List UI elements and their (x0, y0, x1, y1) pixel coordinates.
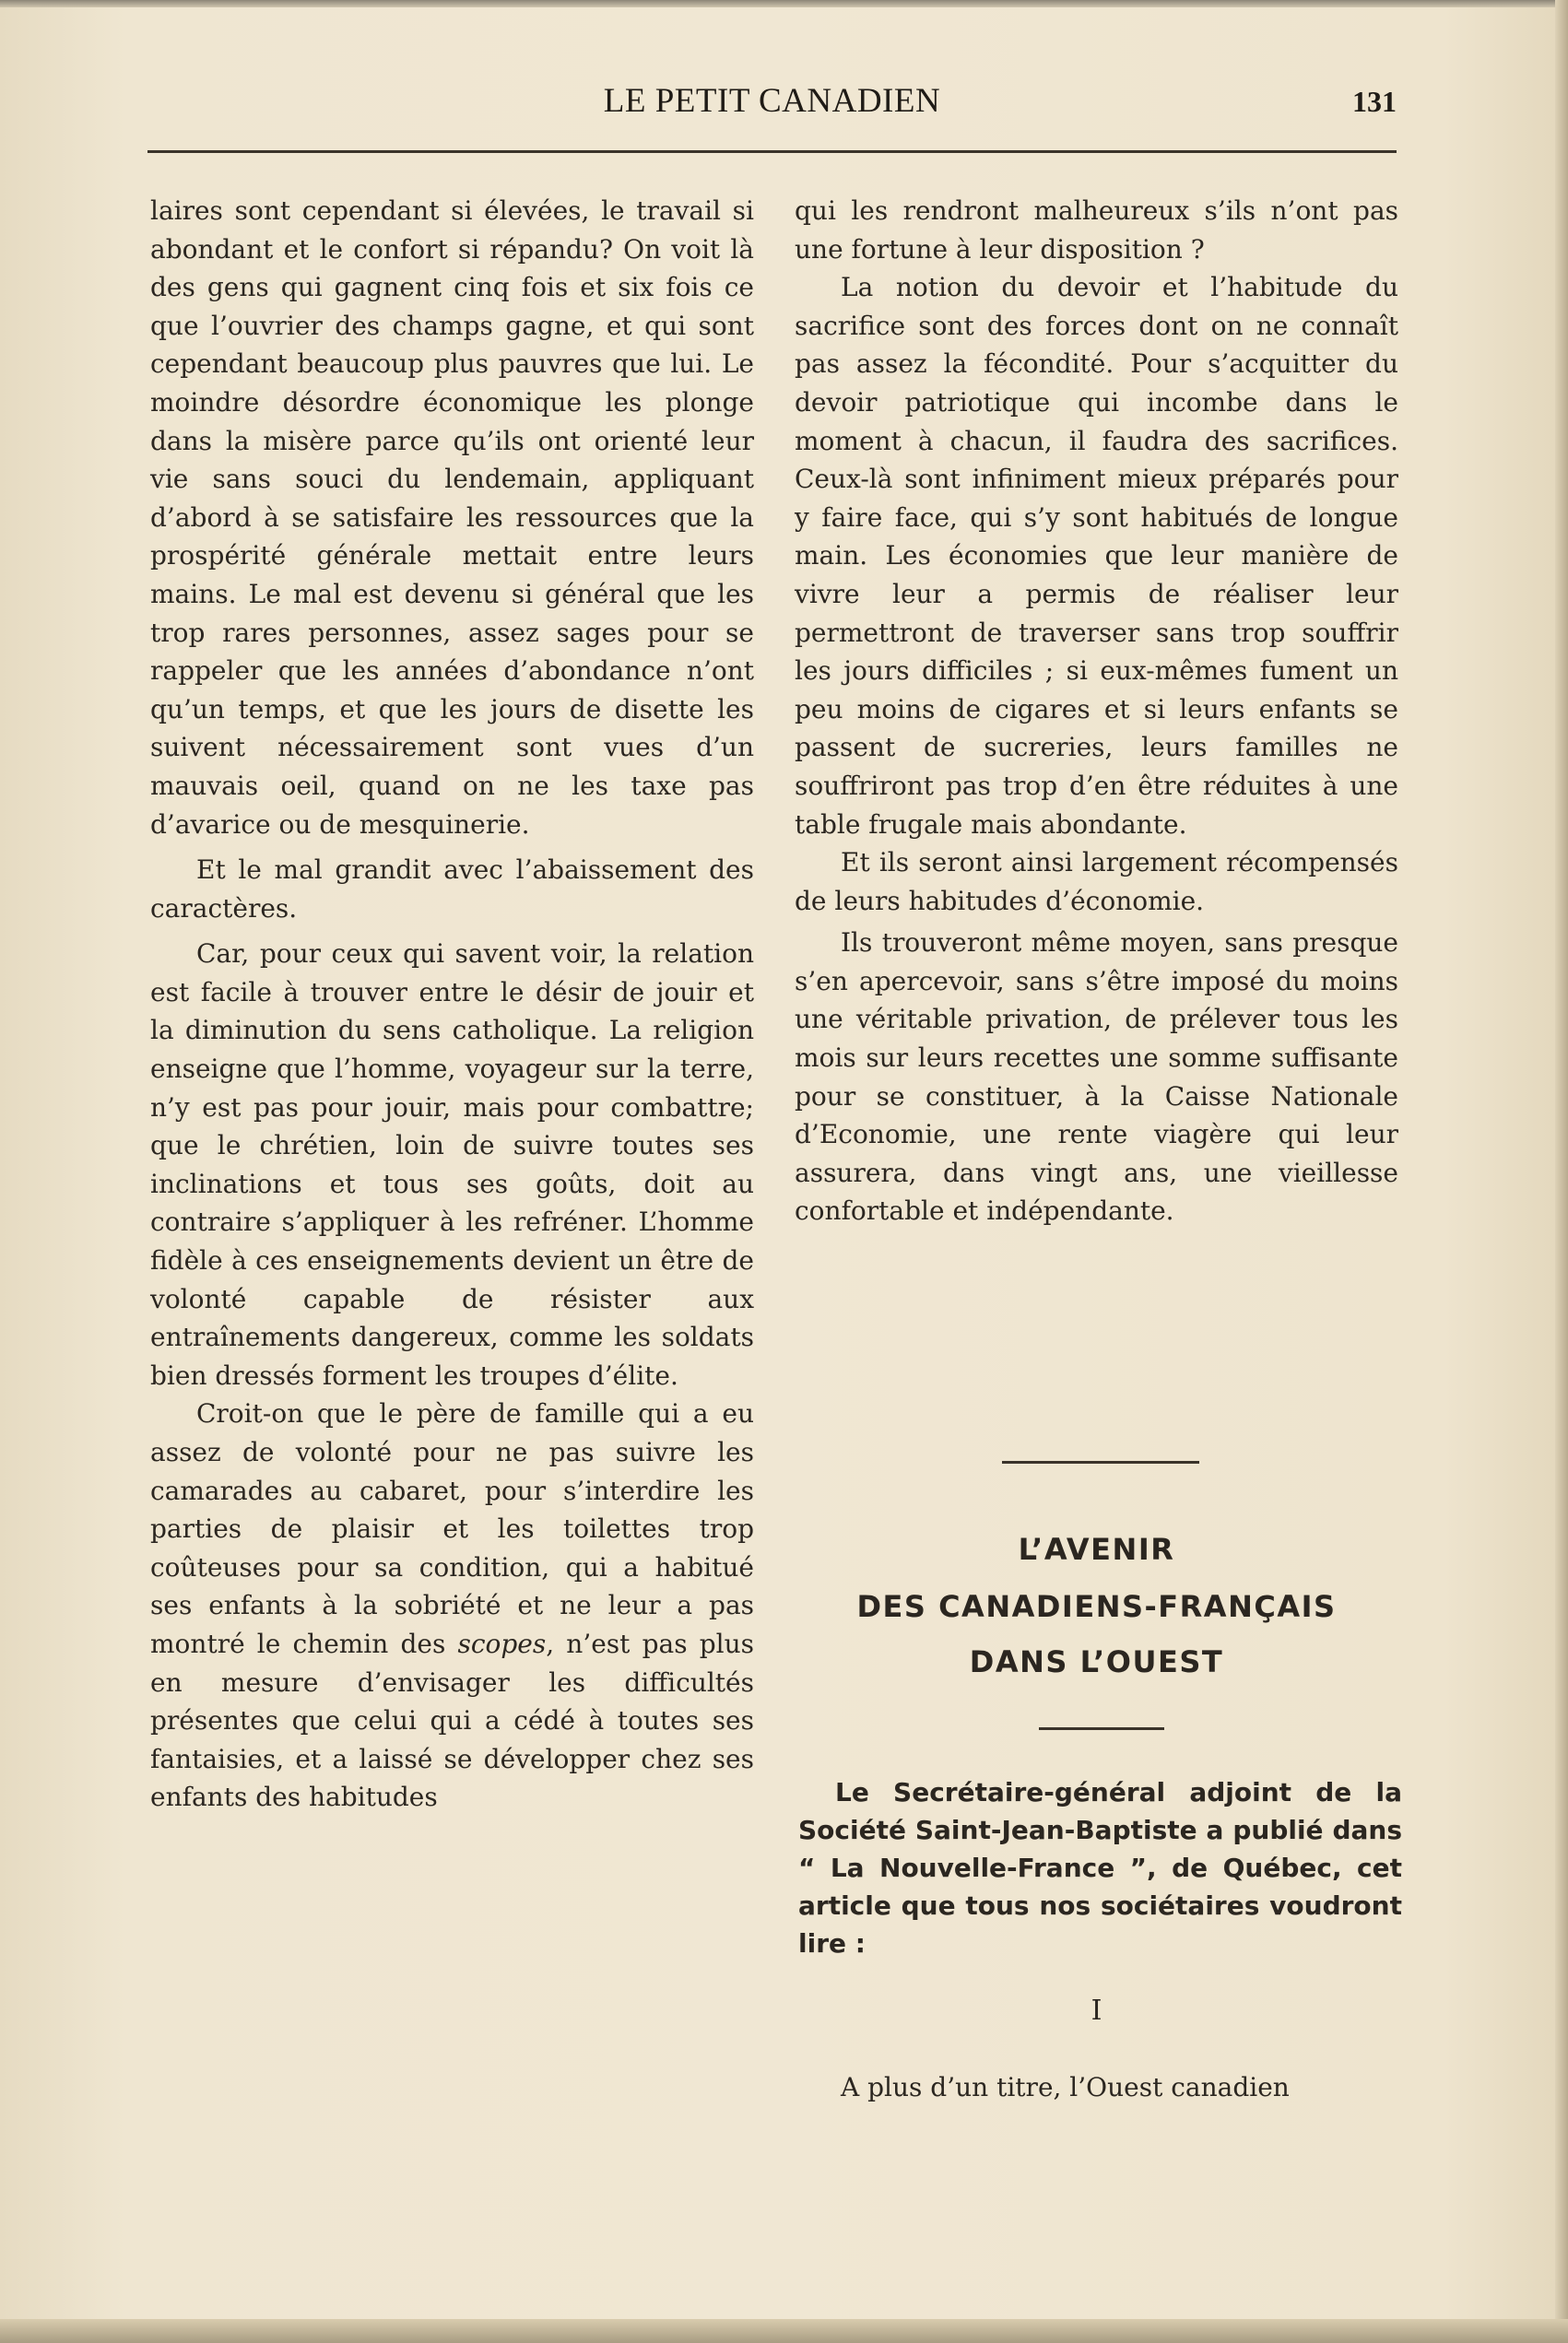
header-rule (147, 150, 1397, 153)
left-paragraph-2: Et le mal grandit avec l’abaissement des caractères. (150, 854, 754, 924)
article-intro (798, 1773, 1402, 1962)
article-title-line-2: DES CANADIENS-FRANÇAIS (856, 1589, 1337, 1624)
running-header (147, 81, 1397, 127)
emphasis-scopes: scopes (457, 1628, 547, 1659)
journal-title: LE PETIT CANADIEN (603, 82, 941, 120)
right-paragraph-3: Et ils seront ainsi largement récompensés de leurs habitudes d’économie. (795, 847, 1398, 916)
page-right-edge (1555, 0, 1568, 2343)
left-paragraph-4-start: Croit-on que le père de famille qui a eu assez de volonté pour ne pas suivre les camarades au cabaret, pour s’interdire les parties de plaisir et les toilettes trop coûteuses pour sa condition, qui a habitué ses enfants à la sobriété et ne leur a pas montré le chemin des (150, 1398, 754, 1659)
right-paragraph-1: qui les rendront malheureux s’ils n’ont pas une fortune à leur disposition ? (795, 195, 1398, 265)
article-title-line-1: L’AVENIR (1018, 1532, 1175, 1567)
article-first-line: A plus d’un titre, l’Ouest canadien (841, 2072, 1290, 2102)
left-paragraph-4-end: , n’est pas plus en mesure d’envisager les difficultés présentes que celui qui a cédé à toutes ses fantaisies, et a laissé se développer chez ses enfants des habitudes (150, 1628, 754, 1813)
right-paragraph-4: Ils trouveront même moyen, sans presque s’en apercevoir, sans s’être imposé du moins une véritable privation, de prélever tous les mois sur leurs recettes une somme suffisante pour se constituer, à la Caisse Nationale d’Economie, une rente viagère qui leur assurera, dans vingt ans, une vieillesse confortable et indépendante. (795, 927, 1398, 1227)
section-number: I (1091, 1995, 1102, 2027)
page-top-edge (0, 0, 1568, 7)
left-paragraph-1: laires sont cependant si élevées, le travail si abondant et le confort si répandu? On voit là des gens qui gagnent cinq fois et six fois ce que l’ouvrier des champs gagne, et qui sont cependant beaucoup plus pauvres que lui. Le moindre désordre économique les plonge dans la misère parce qu’ils ont orienté leur vie sans souci du lendemain, appliquant d’abord à se satisfaire les ressources que la prospérité générale mettait entre leurs mains. Le mal est devenu si général que les trop rares personnes, assez sages pour se rappeler que les années d’abondance n’ont qu’un temps, et que les jours de disette les suivent nécessairement sont vues d’un mauvais oeil, quand on ne les taxe pas d’avarice ou de mesquinerie. (150, 195, 754, 840)
left-column (150, 192, 754, 1817)
left-paragraph-4 (150, 1395, 754, 1817)
title-separator-rule (1039, 1727, 1164, 1730)
right-column (795, 192, 1398, 1230)
article-intro-text: Le Secrétaire-général adjoint de la Société Saint-Jean-Baptiste a publié dans “ La Nouvelle-France ”, de Québec, cet article que tous nos sociétaires voudront lire : (798, 1777, 1402, 1959)
page-bottom-edge (0, 2319, 1568, 2343)
section-separator-rule (1002, 1461, 1199, 1464)
page-number: 131 (1352, 85, 1397, 118)
right-paragraph-2: La notion du devoir et l’habitude du sacrifice sont des forces dont on ne connaît pas assez la fécondité. Pour s’acquitter du devoir patriotique qui incombe dans le moment à chacun, il faudra des sacrifices. Ceux-là sont infiniment mieux préparés pour y faire face, qui s’y sont habitués de longue main. Les économies que leur manière de vivre leur a permis de réaliser leur permettront de traverser sans trop souffrir les jours difficiles ; si eux-mêmes fument un peu moins de cigares et si leurs enfants se passent de sucreries, leurs familles ne souffriront pas trop d’en être réduites à une table frugale mais abondante. (795, 272, 1398, 840)
left-paragraph-3: Car, pour ceux qui savent voir, la relation est facile à trouver entre le désir de jouir et la diminution du sens catholique. La religion enseigne que l’homme, voyageur sur la terre, n’y est pas pour jouir, mais pour combattre; que le chrétien, loin de suivre toutes ses inclinations et tous ses goûts, doit au contraire s’appliquer à les refréner. L’homme fidèle à ces enseignements devient un être de volonté capable de résister aux entraînements dangereux, comme les soldats bien dressés forment les troupes d’élite. (150, 938, 754, 1391)
article-title-line-3: DANS L’OUEST (969, 1644, 1224, 1679)
